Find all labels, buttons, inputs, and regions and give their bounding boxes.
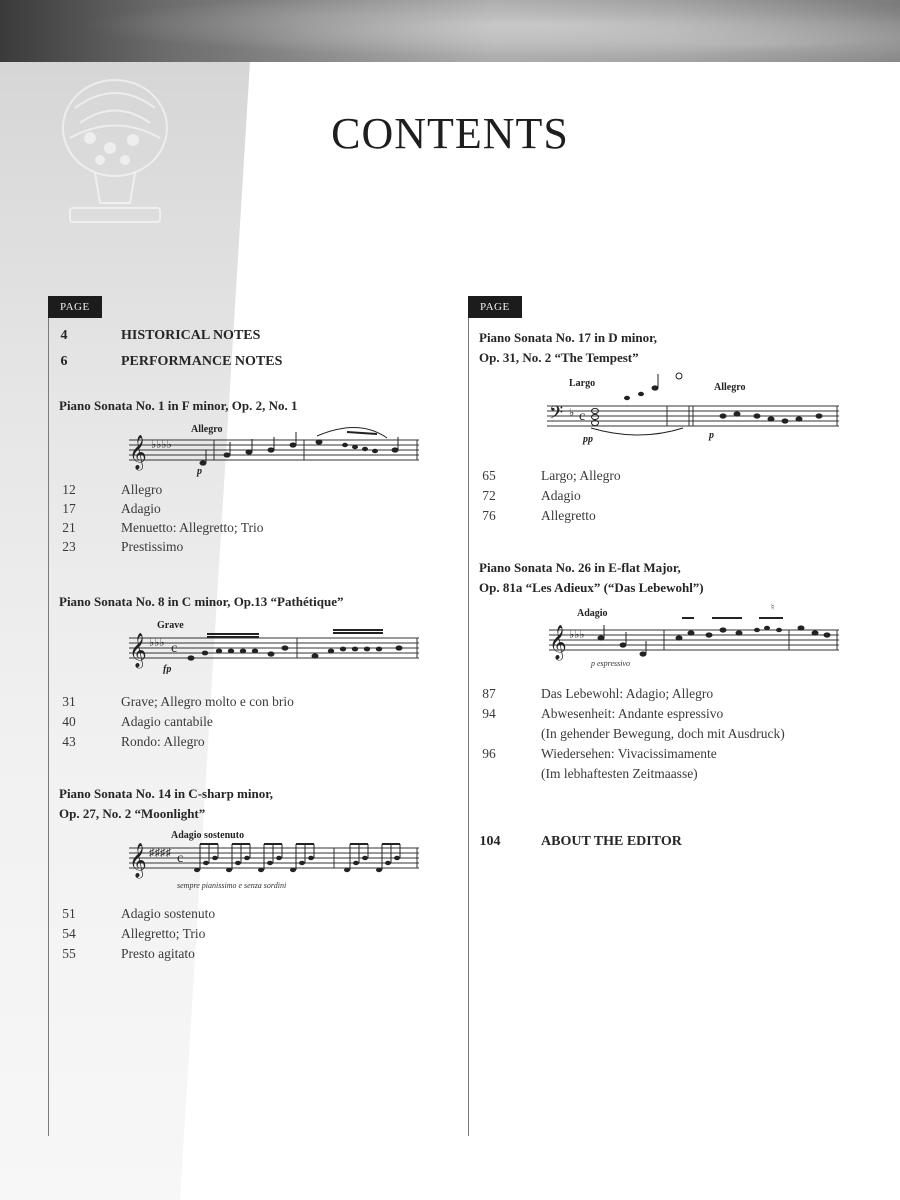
entry-page-number: 4 — [60, 328, 68, 343]
tempo-marking-2: Allegro — [714, 382, 746, 393]
svg-text:𝄞: 𝄞 — [129, 843, 147, 878]
music-incipit-sonata-14 — [119, 826, 429, 896]
movement-page: 65 — [482, 468, 496, 483]
music-incipit-sonata-8 — [119, 614, 429, 674]
sonata-title-line-1: Piano Sonata No. 26 in E-flat Major, — [479, 560, 681, 575]
movement-title: Presto agitato — [121, 946, 195, 961]
page-title: CONTENTS — [331, 109, 569, 158]
entry-title: ABOUT THE EDITOR — [541, 834, 682, 849]
sonata-title: Piano Sonata No. 1 in F minor, Op. 2, No. 1 — [59, 398, 298, 413]
tempo-marking: Adagio — [577, 608, 608, 619]
movement-page: 96 — [482, 746, 496, 761]
page-column-header: PAGE — [48, 296, 102, 318]
expression-marking: sempre pianissimo e senza sordini — [177, 881, 287, 890]
entry-title: HISTORICAL NOTES — [121, 328, 261, 343]
svg-text:♭♭♭: ♭♭♭ — [149, 637, 165, 649]
movement-page: 40 — [62, 714, 76, 729]
svg-text:♭♭♭♭: ♭♭♭♭ — [151, 439, 172, 451]
movement-title: Largo; Allegro — [541, 468, 621, 483]
movement-title: Abwesenheit: Andante espressivo — [541, 706, 724, 721]
page-column-header: PAGE — [468, 296, 522, 318]
svg-text:♭♭♭: ♭♭♭ — [569, 629, 585, 641]
movement-page: 31 — [62, 694, 76, 709]
music-incipit-sonata-17 — [539, 368, 849, 460]
svg-text:c: c — [177, 851, 184, 866]
movement-title: Allegro — [121, 482, 163, 497]
movement-page: 23 — [62, 539, 76, 554]
movement-title: Das Lebewohl: Adagio; Allegro — [541, 686, 714, 701]
svg-text:♭: ♭ — [569, 407, 575, 419]
contents-column-right — [468, 296, 868, 1136]
dynamic-marking: fp — [163, 664, 172, 674]
sonata-title: Piano Sonata No. 8 in C minor, Op.13 “Pathétique” — [59, 594, 344, 609]
svg-text:c: c — [579, 409, 586, 424]
svg-text:𝄞: 𝄞 — [129, 633, 147, 668]
svg-text:𝄞: 𝄞 — [549, 625, 567, 660]
movement-page: 17 — [62, 501, 76, 516]
movement-page: 12 — [62, 482, 76, 497]
svg-text:♯♯♯♯: ♯♯♯♯ — [149, 847, 171, 859]
movement-page: 54 — [62, 926, 76, 941]
movement-title: Adagio cantabile — [121, 714, 213, 729]
entry-title: PERFORMANCE NOTES — [121, 354, 283, 369]
sonata-title-line-1: Piano Sonata No. 14 in C-sharp minor, — [59, 786, 274, 801]
movement-title: Adagio — [121, 501, 161, 516]
movement-title: Adagio sostenuto — [121, 906, 216, 921]
movement-page: 76 — [482, 508, 496, 523]
movement-title: Prestissimo — [121, 539, 184, 554]
sonata-title-line-2: Op. 27, No. 2 “Moonlight” — [59, 806, 206, 821]
dynamic-marking: p — [197, 466, 202, 477]
movement-page: 51 — [62, 906, 76, 921]
movement-page: 94 — [482, 706, 496, 721]
movement-subtitle-text: (In gehender Bewegung, doch mit Ausdruck) — [541, 726, 785, 741]
movement-title: Allegretto — [541, 508, 596, 523]
movement-title: Grave; Allegro molto e con brio — [121, 694, 294, 709]
movement-page: 72 — [482, 488, 496, 503]
movement-page: 21 — [62, 520, 76, 535]
contents-column-left — [48, 296, 458, 1136]
movement-page: 87 — [482, 686, 496, 701]
movement-title: Wiedersehen: Vivacissimamente — [541, 746, 717, 761]
tempo-marking: Grave — [157, 620, 184, 631]
sonata-title-line-2: Op. 81a “Les Adieux” (“Das Lebewohl”) — [479, 580, 704, 595]
tempo-marking: Allegro — [191, 424, 223, 435]
svg-text:𝄢: 𝄢 — [549, 403, 564, 428]
music-incipit-sonata-26 — [539, 600, 849, 678]
svg-text:𝄞: 𝄞 — [129, 435, 147, 470]
tempo-marking: Largo — [569, 378, 596, 389]
sonata-title-line-1: Piano Sonata No. 17 in D minor, — [479, 330, 657, 345]
movement-subtitle-text: (Im lebhaftesten Zeitmaasse) — [541, 766, 698, 781]
entry-page-number: 104 — [479, 834, 501, 849]
dynamic-marking: pp — [583, 434, 593, 445]
movement-page: 43 — [62, 734, 76, 749]
movement-title: Menuetto: Allegretto; Trio — [121, 520, 264, 535]
movement-title: Adagio — [541, 488, 581, 503]
entry-page-number: 6 — [60, 354, 68, 369]
expression-marking: p espressivo — [591, 659, 631, 668]
music-incipit-sonata-1 — [119, 418, 429, 478]
movement-title: Rondo: Allegro — [121, 734, 205, 749]
tempo-marking: Adagio sostenuto — [171, 830, 245, 841]
movement-title: Allegretto; Trio — [121, 926, 206, 941]
svg-text:♮: ♮ — [771, 602, 775, 612]
svg-text:c: c — [171, 641, 178, 656]
header-band — [0, 0, 900, 62]
dynamic-marking-2: p — [709, 430, 714, 441]
movement-page: 55 — [62, 946, 76, 961]
sonata-title-line-2: Op. 31, No. 2 “The Tempest” — [479, 350, 639, 365]
